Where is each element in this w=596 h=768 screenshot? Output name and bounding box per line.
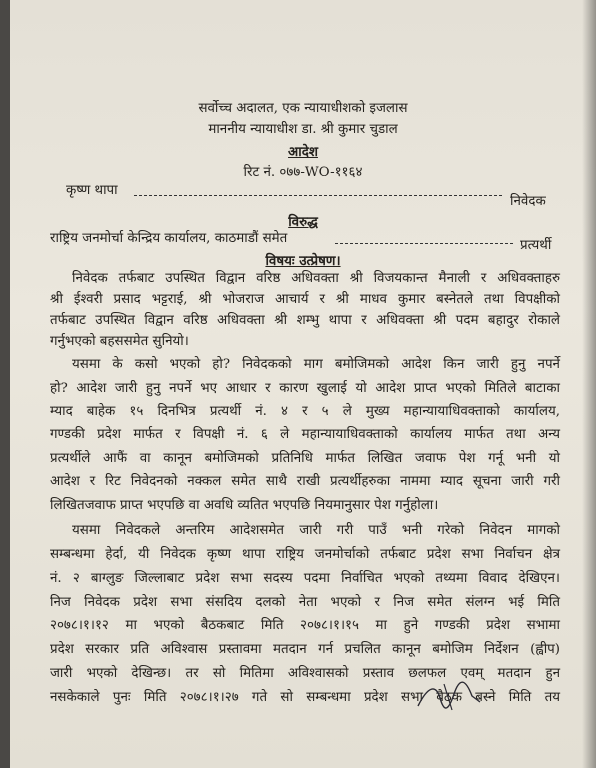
paragraph-line: गण्डकी प्रदेश मार्फत र विपक्षी नं. ६ ले महान्यायाधिवक्ताको कार्यालय मार्फत तथा अन्य [50, 427, 560, 442]
paragraph-line: नसकेकाले पुनः मिति २०७८।१।२७ गते सो सम्बन्धमा प्रदेश सभा बैठक बस्ने मिति तय [50, 690, 560, 705]
paragraph-line: यसमा के कसो भएको हो? निवेदकको माग बमोजिमको आदेश किन जारी हुनु नपर्ने [72, 357, 560, 372]
paragraph-line: २०७८।१।१२ मा भएको बैठकबाट मिति २०७८।१।१५ मा हुने गण्डकी प्रदेश सभामा [50, 618, 560, 633]
paragraph-line: यसमा निवेदकले अन्तरिम आदेशसमेत जारी गरी पाउँ भनी गरेको निवेदन मागको [72, 523, 560, 538]
paragraph-line: निवेदक तर्फबाट उपस्थित विद्वान वरिष्ठ अधिवक्ता श्री विजयकान्त मैनाली र अधिवक्ताहरु [72, 271, 560, 286]
document-page [10, 0, 596, 768]
versus-heading: विरुद्ध [288, 214, 318, 230]
paragraph-line: म्याद बाहेक १५ दिनभित्र प्रत्यर्थी नं. ४ र ५ ले मुख्य महान्यायाधिवक्ताको कार्यालय, [50, 404, 560, 419]
petitioner-name: कृष्ण थापा [66, 183, 118, 198]
respondent-name: राष्ट्रिय जनमोर्चा केन्द्रिय कार्यालय, काठमाडौं समेत [50, 231, 288, 246]
handwritten-signature [414, 676, 484, 716]
paragraph-line: प्रदेश सरकार प्रति अविश्वास प्रस्तावमा मतदान गर्न प्रचलित कानून बमोजिम निर्देशन (ह्वीप) [50, 642, 560, 657]
paragraph-line: हो? आदेश जारी हुनु नपर्ने भए आधार र कारण खुलाई यो आदेश प्राप्त भएको मितिले बाटाका [50, 381, 560, 396]
judge-name: माननीय न्यायाधीश डा. श्री कुमार चुडाल [208, 122, 398, 137]
order-heading: आदेश [288, 144, 318, 160]
paragraph-line: तर्फबाट उपस्थित विद्वान वरिष्ठ अधिवक्ता श्री शम्भु थापा र अधिवक्ता श्री पदम बहादुर रोकाले [50, 313, 560, 328]
paragraph-line: गर्नुभएको बहससमेत सुनियो। [50, 334, 189, 349]
dotted-leader [134, 195, 502, 196]
dotted-leader [335, 243, 513, 244]
respondent-role: प्रत्यर्थी [520, 238, 552, 253]
paragraph-line: लिखितजवाफ प्राप्त भएपछि वा अवधि व्यतित भएपछि नियमानुसार पेश गर्नुहोला। [50, 498, 439, 513]
paragraph-line: नं. २ बाग्लुङ जिल्लाबाट प्रदेश सभा सदस्य पदमा निर्वाचित भएको तथ्यमा विवाद देखिएन। [50, 571, 560, 586]
paragraph-line: सम्बन्धमा हेर्दा, यी निवेदक कृष्ण थापा राष्ट्रिय जनमोर्चाको तर्फबाट प्रदेश सभा निर्वाचन क्षेत्र [50, 547, 560, 562]
petitioner-role: निवेदक [510, 194, 546, 209]
paragraph-line: निज निवेदक प्रदेश सभा संसदिय दलको नेता भएको र निज समेत संलग्न भई मिति [50, 595, 560, 610]
paragraph-line: प्रत्यर्थीले आफैं वा कानून बमोजिमको प्रतिनिधि मार्फत लिखित जवाफ पेश गर्नू भनी यो [50, 451, 560, 466]
writ-number: रिट नं. ०७७-WO-११६४ [243, 165, 363, 180]
subject-heading: विषयः उत्प्रेषण। [265, 253, 341, 269]
court-title: सर्वोच्च अदालत, एक न्यायाधीशको इजलास [198, 101, 408, 116]
paragraph-line: जारी भएको देखिन्छ। तर सो मितिमा अविश्वासको प्रस्ताव छलफल एवम् मतदान हुन [50, 666, 560, 681]
paragraph-line: आदेश र रिट निवेदनको नक्कल समेत साथै राखी प्रत्यर्थीहरुका नाममा म्याद सूचना जारी गरी [50, 474, 560, 489]
page-edge-shadow [582, 0, 596, 768]
paragraph-line: श्री ईश्वरी प्रसाद भट्टराई, श्री भोजराज आचार्य र श्री माधव कुमार बस्नेतले तथा विपक्षीको [50, 292, 560, 307]
